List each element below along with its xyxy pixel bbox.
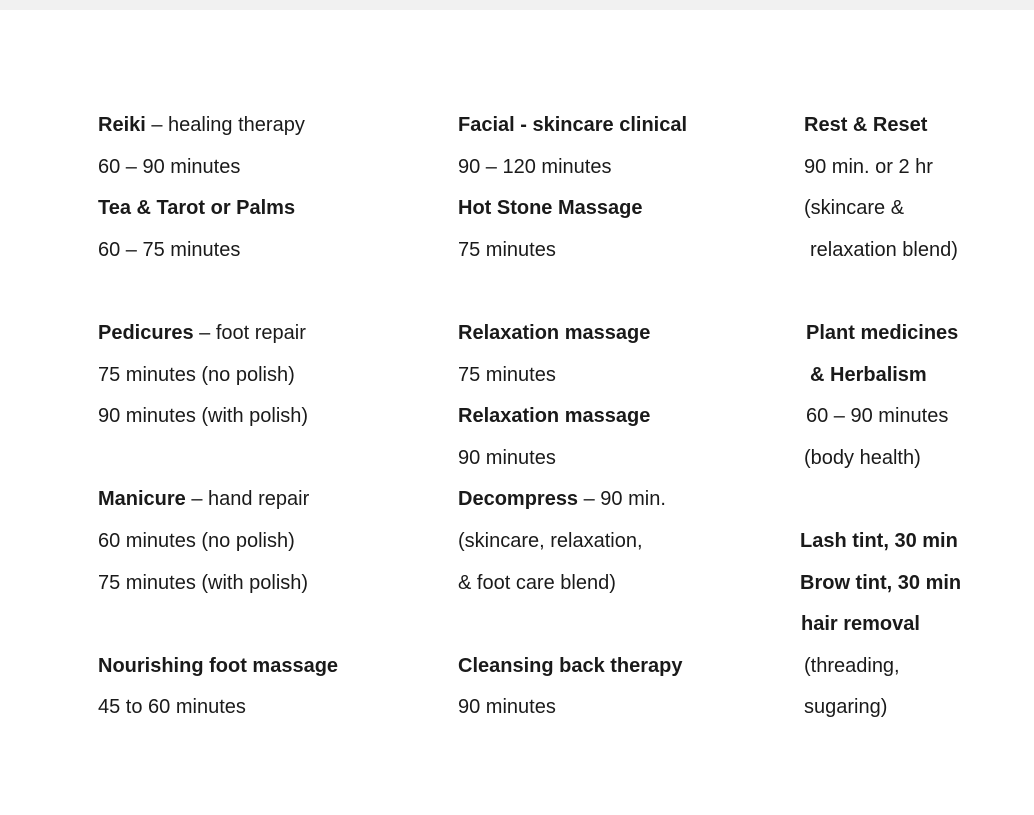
service-name: Relaxation massage bbox=[458, 321, 651, 344]
service-duration: 90 minutes bbox=[458, 446, 556, 469]
service-duration: 90 – 120 minutes bbox=[458, 155, 612, 178]
spacer bbox=[458, 280, 778, 322]
service-duration: 90 minutes (with polish) bbox=[98, 405, 309, 428]
service-name: hair removal bbox=[801, 613, 920, 636]
service-description: – foot repair bbox=[193, 321, 306, 344]
spacer bbox=[458, 613, 778, 655]
service-name: Tea & Tarot or Palms bbox=[98, 197, 296, 220]
service-note: sugaring) bbox=[804, 696, 888, 719]
service-note: (skincare, relaxation, bbox=[458, 529, 643, 552]
service-name: Rest & Reset bbox=[804, 114, 928, 136]
service-name: Hot Stone Massage bbox=[458, 197, 643, 220]
spacer bbox=[800, 488, 1030, 530]
service-name: Facial - skincare clinical bbox=[458, 114, 688, 136]
service-description: – 90 min. bbox=[578, 488, 666, 511]
service-note: (body health) bbox=[804, 446, 921, 469]
service-name: Nourishing foot massage bbox=[98, 654, 339, 677]
service-name: Lash tint, 30 min bbox=[800, 529, 958, 552]
services-column-2 bbox=[458, 114, 778, 738]
spacer bbox=[800, 280, 1030, 322]
spacer bbox=[98, 280, 428, 322]
reiki-entry bbox=[98, 114, 428, 156]
services-column-3 bbox=[800, 114, 1030, 738]
service-description: – hand repair bbox=[185, 488, 310, 511]
service-duration: 90 min. or 2 hr bbox=[804, 155, 933, 178]
decompress-entry bbox=[458, 488, 778, 530]
service-duration: 60 – 75 minutes bbox=[98, 238, 241, 261]
service-note: (threading, bbox=[804, 654, 900, 677]
service-duration: 60 – 90 minutes bbox=[98, 155, 241, 178]
service-duration: 75 minutes (no polish) bbox=[98, 363, 295, 386]
service-name: Manicure bbox=[98, 488, 186, 511]
service-duration: 60 – 90 minutes bbox=[806, 405, 949, 428]
service-description: – healing therapy bbox=[145, 114, 305, 136]
service-name: Pedicures bbox=[98, 321, 194, 344]
service-duration: 75 minutes bbox=[458, 238, 556, 261]
pedicure-entry bbox=[98, 322, 428, 364]
services-menu-page bbox=[0, 10, 1034, 815]
service-duration: 45 to 60 minutes bbox=[98, 696, 246, 719]
service-note: & foot care blend) bbox=[458, 571, 616, 594]
service-name: Brow tint, 30 min bbox=[800, 571, 962, 594]
service-duration: 75 minutes bbox=[458, 363, 556, 386]
service-note: (skincare & bbox=[804, 197, 905, 220]
service-name: & Herbalism bbox=[810, 363, 927, 386]
manicure-entry bbox=[98, 488, 428, 530]
spacer bbox=[98, 613, 428, 655]
service-name: Plant medicines bbox=[806, 321, 959, 344]
service-duration: 75 minutes (with polish) bbox=[98, 571, 309, 594]
service-duration: 90 minutes bbox=[458, 696, 556, 719]
service-name: Decompress bbox=[458, 488, 579, 511]
top-bar bbox=[0, 0, 1034, 10]
spacer bbox=[98, 447, 428, 489]
services-column-1 bbox=[98, 114, 428, 738]
service-name: Reiki bbox=[98, 114, 146, 136]
service-duration: 60 minutes (no polish) bbox=[98, 529, 295, 552]
service-name: Cleansing back therapy bbox=[458, 654, 683, 677]
service-note: relaxation blend) bbox=[810, 238, 958, 261]
service-name: Relaxation massage bbox=[458, 405, 651, 428]
